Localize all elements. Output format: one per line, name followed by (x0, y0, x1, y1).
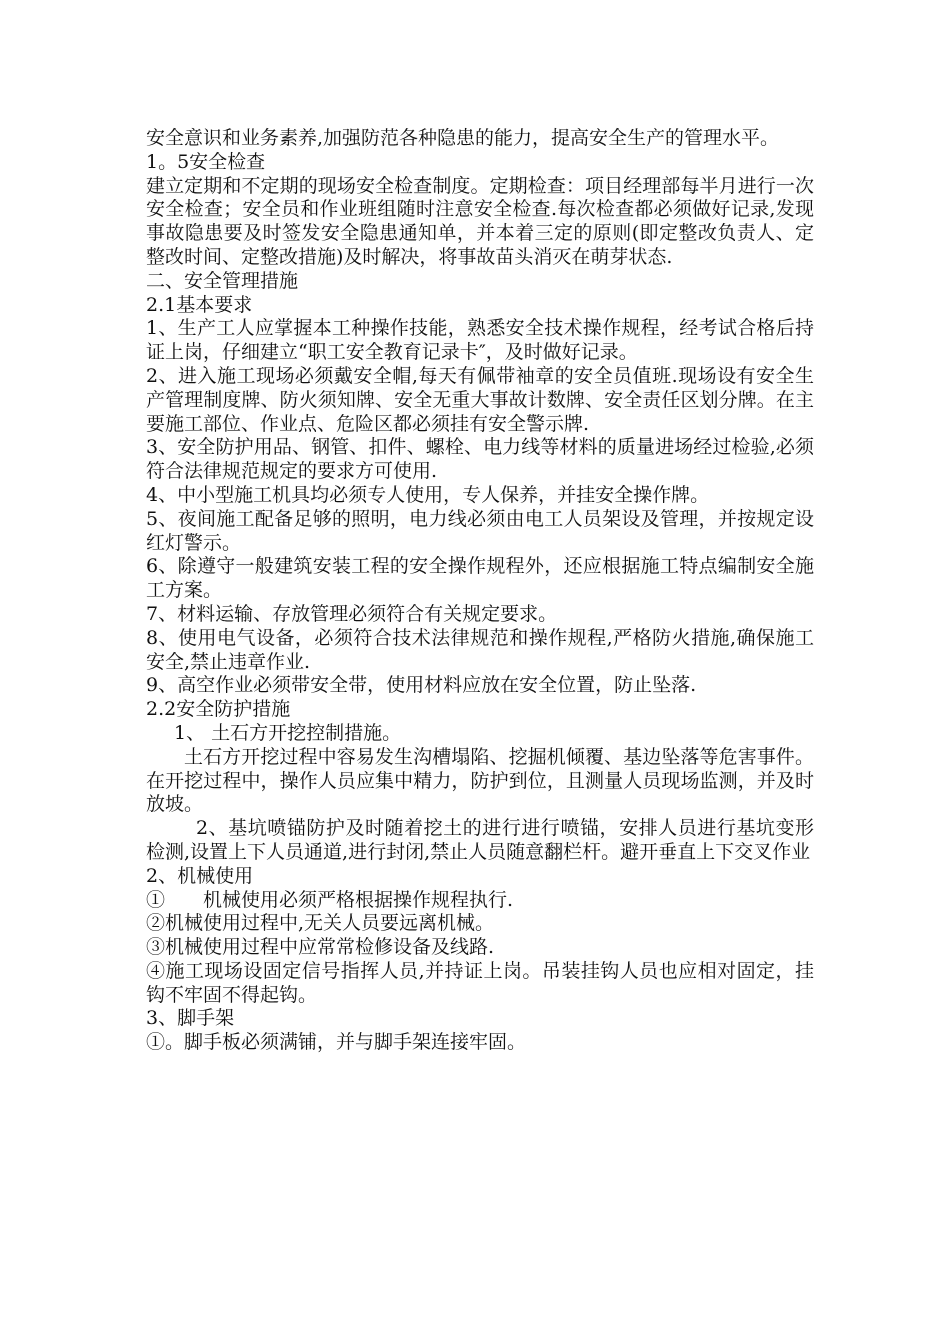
section-heading: 1。5安全检查 (146, 150, 266, 173)
list-item: ① 机械使用必须严格根据操作规程执行. (146, 888, 514, 911)
paragraph: 2、基坑喷锚防护及时随着挖土的进行进行喷锚，安排人员进行基坑变形检测,设置上下人员通道,进行封闭,禁止人员随意翻栏杆。避开垂直上下交叉作业 (146, 817, 814, 863)
list-item: ④施工现场设固定信号指挥人员,并持证上岗。吊装挂钩人员也应相对固定，挂钩不牢固不得起钩。 (146, 959, 814, 1006)
section-heading: 二、安全管理措施 (146, 269, 299, 292)
list-item: 5、夜间施工配备足够的照明，电力线必须由电工人员架设及管理，并按规定设红灯警示。 (146, 507, 814, 554)
list-item: 3、安全防护用品、钢管、扣件、螺栓、电力线等材料的质量进场经过检验,必须符合法律规范规定的要求方可使用. (146, 436, 814, 483)
list-item: ③机械使用过程中应常常检修设备及线路. (146, 936, 495, 959)
list-item: 7、材料运输、存放管理必须符合有关规定要求。 (146, 602, 558, 625)
paragraph: 建立定期和不定期的现场安全检查制度。定期检查：项目经理部每半月进行一次安全检查；安全员和作业班组随时注意安全检查.每次检查都必须做好记录,发现事故隐患要及时签发安全隐患通知单，并本着三定的原则(即定整改负责人、定整改时间、定整改措施)及时解决，将事故苗头消灭在萌芽状态. (146, 174, 814, 268)
list-item: ②机械使用过程中,无关人员要远离机械。 (146, 912, 495, 935)
sub-heading: 3、脚手架 (146, 1007, 235, 1030)
list-item: 9、高空作业必须带安全带，使用材料应放在安全位置，防止坠落. (146, 674, 697, 697)
list-item: 8、使用电气设备，必须符合技术法律规范和操作规程,严格防火措施,确保施工安全,禁止违章作业. (146, 626, 814, 673)
list-item: 1、生产工人应掌握本工种操作技能，熟悉安全技术操作规程，经考试合格后持证上岗，仔细建立“职工安全教育记录卡″，及时做好记录。 (146, 317, 814, 364)
list-item: 2、进入施工现场必须戴安全帽,每天有佩带袖章的安全员值班.现场设有安全生产管理制度牌、防火须知牌、安全无重大事故计数牌、安全责任区划分牌。在主要施工部位、作业点、危险区都必须挂有安全警示牌. (146, 364, 814, 435)
list-item: 4、中小型施工机具均必须专人使用，专人保养，并挂安全操作牌。 (146, 483, 710, 506)
list-item: ①。脚手板必须满铺，并与脚手架连接牢固。 (146, 1031, 527, 1054)
document-body (146, 127, 814, 1055)
section-heading: 2.1基本要求 (146, 293, 253, 316)
sub-heading: 2、机械使用 (146, 864, 254, 887)
sub-heading: 1、 土石方开挖控制措施。 (174, 721, 402, 744)
paragraph: 安全意识和业务素养,加强防范各种隐患的能力，提高安全生产的管理水平。 (146, 127, 780, 149)
list-item: 6、除遵守一般建筑安装工程的安全操作规程外，还应根据施工特点编制安全施工方案。 (146, 555, 814, 602)
paragraph: 土石方开挖过程中容易发生沟槽塌陷、挖掘机倾覆、基边坠落等危害事件。在开挖过程中，操作人员应集中精力，防护到位，且测量人员现场监测，并及时放坡。 (146, 745, 814, 816)
section-heading: 2.2安全防护措施 (146, 698, 291, 721)
